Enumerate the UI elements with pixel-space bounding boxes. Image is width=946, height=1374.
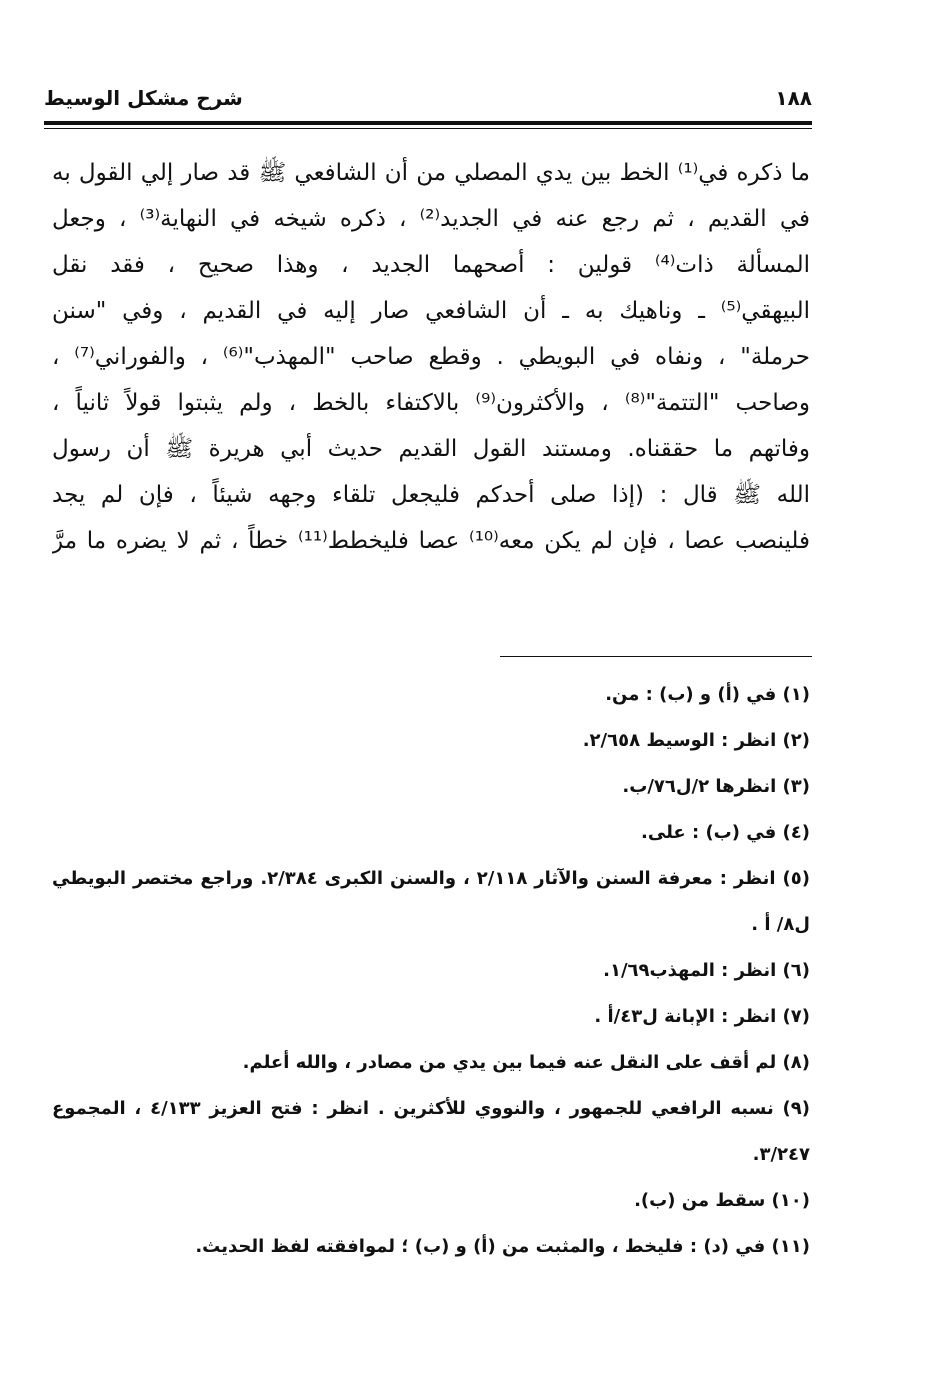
footnote: (٢) انظر : الوسيط ٢/٦٥٨.	[582, 730, 810, 751]
footnote: (١١) في (د) : فليخط ، والمثبت من (أ) و (ب) ؛ لموافقته لفظ الحديث.	[195, 1236, 810, 1257]
text-line: الله ﷺ قال : (إذا صلى أحدكم فليجعل تلقاء وجهه شيئاً ، فإن لم يجد	[52, 482, 810, 508]
footnote: (٤) في (ب) : على.	[641, 822, 810, 843]
page-number: ١٨٨	[775, 86, 812, 110]
main-text	[52, 150, 810, 564]
text-line: ما ذكره في⁽¹⁾ الخط بين يدي المصلي من أن الشافعي ﷺ قد صار إلي القول به	[52, 160, 810, 186]
page-header	[44, 86, 812, 116]
header-rule-thick	[44, 121, 812, 125]
text-line: المسألة ذات⁽⁴⁾ قولين : أصحهما الجديد ، وهذا صحيح ، فقد نقل	[52, 252, 810, 278]
text-line: حرملة" ، ونفاه في البويطي . وقطع صاحب "المهذب"⁽⁶⁾ ، والفوراني⁽⁷⁾ ،	[52, 344, 810, 370]
footnote-separator	[500, 656, 812, 657]
footnote: (٧) انظر : الإبانة ل٤٣/أ .	[594, 1006, 810, 1027]
text-line: فلينصب عصا ، فإن لم يكن معه⁽¹⁰⁾ عصا فليخطط⁽¹¹⁾ خطاً ، ثم لا يضره ما مرَّ	[52, 528, 810, 554]
text-line: البيهقي⁽⁵⁾ ـ وناهيك به ـ أن الشافعي صار إليه في القديم ، وفي "سنن	[52, 298, 810, 324]
text-line: في القديم ، ثم رجع عنه في الجديد⁽²⁾ ، ذكره شيخه في النهاية⁽³⁾ ، وجعل	[52, 206, 810, 232]
footnote: (٥) انظر : معرفة السنن والآثار ٢/١١٨ ، والسنن الكبرى ٢/٣٨٤. وراجع مختصر البويطي	[52, 868, 810, 889]
footnote-continuation: ٣/٢٤٧.	[752, 1144, 810, 1165]
footnote: (٦) انظر : المهذب١/٦٩.	[603, 960, 810, 981]
footnote: (١) في (أ) و (ب) : من.	[605, 684, 810, 705]
text-line: وصاحب "التتمة"⁽⁸⁾ ، والأكثرون⁽⁹⁾ بالاكتفاء بالخط ، ولم يثبتوا قولاً ثانياً ،	[52, 390, 810, 416]
footnote-continuation: ل٨/ أ .	[751, 914, 810, 935]
text-line: وفاتهم ما حققناه. ومستند القول القديم حديث أبي هريرة ﷺ أن رسول	[52, 436, 810, 462]
footnote: (٨) لم أقف على النقل عنه فيما بين يدي من مصادر ، والله أعلم.	[242, 1052, 810, 1073]
footnote: (١٠) سقط من (ب).	[634, 1190, 810, 1211]
running-title: شرح مشكل الوسيط	[44, 86, 243, 110]
footnote: (٩) نسبه الرافعي للجمهور ، والنووي للأكثرين . انظر : فتح العزيز ٤/١٣٣ ، المجموع	[52, 1098, 810, 1119]
footnotes	[52, 672, 810, 1270]
header-rule-thin	[44, 128, 812, 129]
footnote: (٣) انظرها ٢/ل٧٦/ب.	[622, 776, 810, 797]
